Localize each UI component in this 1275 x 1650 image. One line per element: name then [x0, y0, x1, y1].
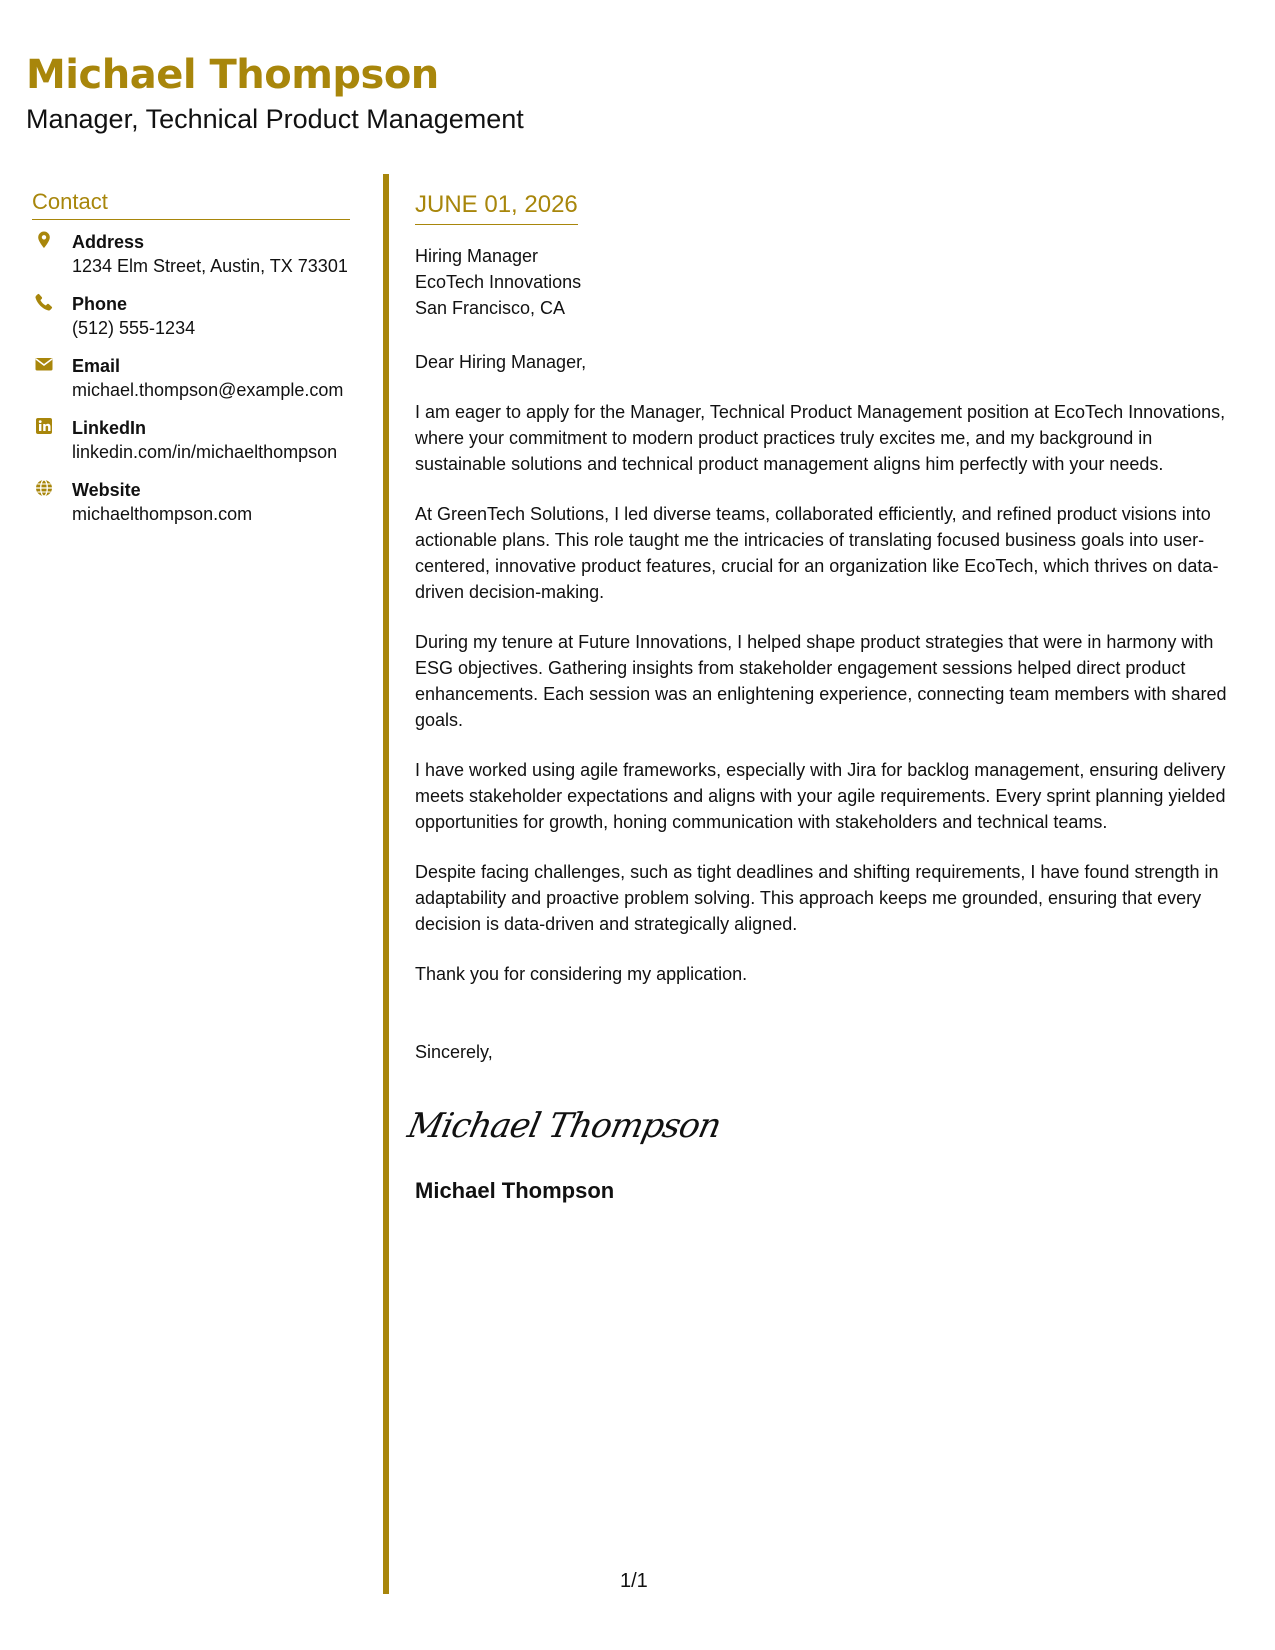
contact-address: [32, 230, 350, 278]
contact-label: LinkedIn: [72, 418, 147, 438]
linkedin-value: linkedin.com/in/michaelthompson: [72, 442, 338, 462]
signature-image: [404, 1095, 1247, 1155]
svg-text:Michael Thompson: Michael Thompson: [404, 1106, 725, 1146]
paragraph: During my tenure at Future Innovations, I helped shape product strategies that were in harmony with ESG objectives. Gathering insights from stakeholder engagement sessions helped direct product enhancements. Each session was an enlightening experience, connecting team members with shared goals.: [415, 632, 1227, 730]
closing: Sincerely,: [415, 1042, 493, 1062]
recipient-line: Hiring Manager: [415, 246, 539, 266]
envelope-icon: [34, 354, 58, 376]
contact-website: [32, 478, 350, 526]
paragraph: I have worked using agile frameworks, especially with Jira for backlog management, ensuring delivery meets stakeholder expectations and aligns with your agile requirements. Every sprint planning yielded opportunities for growth, honing communication with stakeholders and technical teams.: [415, 760, 1226, 832]
linkedin-icon: [34, 416, 58, 438]
website-value: michaelthompson.com: [72, 504, 253, 524]
applicant-name: Michael Thompson: [26, 52, 439, 98]
paragraph: Despite facing challenges, such as tight deadlines and shifting requirements, I have found strength in adaptability and proactive problem solving. This approach keeps me grounded, ensuring that every decision is data-driven and strategically aligned.: [415, 862, 1219, 934]
email-value: michael.thompson@example.com: [72, 380, 344, 400]
map-pin-icon: [34, 230, 58, 252]
contact-label: Email: [72, 356, 121, 376]
paragraph: I am eager to apply for the Manager, Technical Product Management position at EcoTech Innovations, where your commitment to modern product practices truly excites me, and my background in sustainable solutions and technical product management aligns him perfectly with your needs.: [415, 402, 1226, 474]
contact-phone: [32, 292, 350, 340]
contact-linkedin: [32, 416, 350, 464]
contact-sidebar: [32, 188, 350, 540]
salutation: Dear Hiring Manager,: [415, 352, 587, 372]
recipient-line: San Francisco, CA: [415, 298, 566, 318]
contact-label: Website: [72, 480, 141, 500]
page-number: 1/1: [620, 1570, 648, 1592]
recipient-block: [415, 243, 1247, 321]
recipient-line: EcoTech Innovations: [415, 272, 582, 292]
paragraph: Thank you for considering my application.: [415, 964, 748, 984]
phone-icon: [34, 292, 58, 314]
vertical-divider: [383, 174, 389, 1594]
contact-label: Address: [72, 232, 145, 252]
letter-body: [404, 190, 1247, 1205]
applicant-title: Manager, Technical Product Management: [26, 104, 524, 134]
paragraph: At GreenTech Solutions, I led diverse teams, collaborated efficiently, and refined product visions into actionable plans. This role taught me the intricacies of translating focused business goals into user-centered, innovative product features, crucial for an organization like EcoTech, which thrives on data-driven decision-making.: [415, 504, 1219, 602]
letter-date: JUNE 01, 2026: [415, 190, 578, 225]
contact-email: [32, 354, 350, 402]
contact-label: Phone: [72, 294, 128, 314]
globe-icon: [34, 478, 58, 500]
signer-name: Michael Thompson: [415, 1178, 615, 1203]
contact-heading: Contact: [32, 188, 350, 220]
letter-header: [26, 48, 524, 136]
address-value: 1234 Elm Street, Austin, TX 73301: [72, 256, 348, 276]
phone-value: (512) 555-1234: [72, 318, 196, 338]
